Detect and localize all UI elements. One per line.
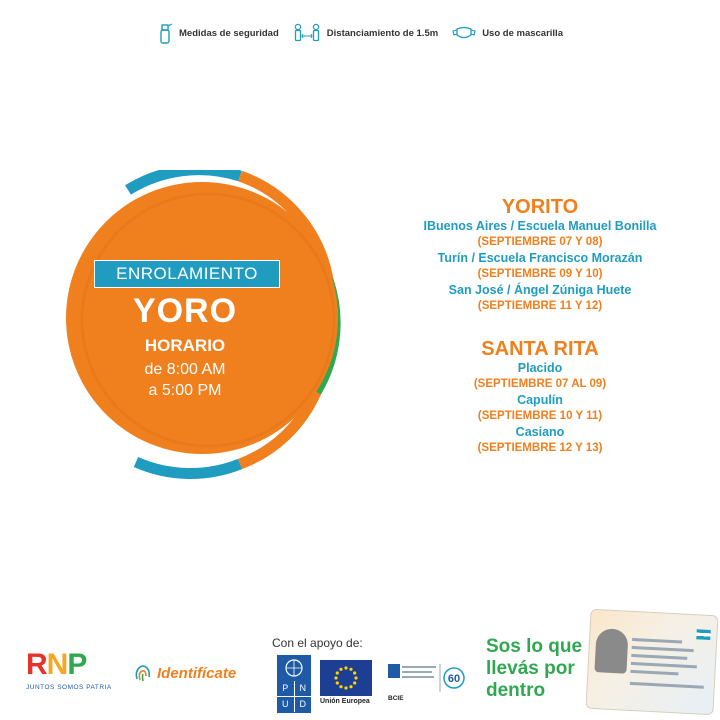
slogan: Sos lo que llevás por dentro — [486, 636, 583, 701]
rnp-tagline: JUNTOS SOMOS PATRIA — [26, 684, 112, 691]
enrolment-label-box — [94, 260, 280, 288]
eu-logo — [320, 660, 372, 696]
date-item: (SEPTIEMBRE 12 Y 13) — [477, 442, 603, 454]
pnud-letter-p: P — [277, 681, 294, 696]
spray-bottle-icon — [157, 22, 173, 44]
hours-start: de 8:00 AM — [144, 361, 226, 378]
rnp-logo — [26, 650, 118, 700]
id-line — [631, 662, 697, 668]
date-item: (SEPTIEMBRE 07 AL 09) — [473, 378, 607, 390]
pnud-letter-n: N — [295, 681, 312, 696]
id-line — [630, 670, 678, 676]
rnp-letter-r: R — [26, 648, 47, 681]
place-item: Placido — [517, 361, 563, 375]
id-line — [630, 682, 704, 689]
place-item: Turín / Escuela Francisco Morazán — [437, 251, 643, 265]
safety-label-mask: Uso de mascarilla — [482, 27, 563, 39]
support-label: Con el apoyo de: — [272, 636, 363, 650]
safety-bar — [0, 22, 720, 44]
schedule-list — [380, 196, 700, 456]
place-item: Capulín — [517, 393, 563, 407]
pnud-letter-d: D — [295, 697, 312, 712]
flag-icon — [696, 629, 711, 640]
identificate-text: Identifícate — [157, 664, 237, 682]
id-card-image — [585, 609, 718, 716]
rnp-letter-p: P — [67, 648, 87, 681]
town-title-yorito: YORITO — [501, 196, 579, 218]
schedule-heading: HORARIO — [144, 336, 226, 355]
bcie-logo — [388, 662, 468, 696]
bcie-label: BCIE — [388, 695, 404, 702]
place-item: IBuenos Aires / Escuela Manuel Bonilla — [423, 219, 657, 233]
hours-end: a 5:00 PM — [148, 382, 222, 399]
id-line — [631, 654, 687, 660]
town-title-santa-rita: SANTA RITA — [481, 338, 599, 360]
safety-label-measures: Medidas de seguridad — [179, 27, 279, 39]
rnp-letter-n: N — [46, 648, 68, 681]
safety-item-mask — [452, 25, 563, 41]
un-emblem-icon — [277, 655, 311, 681]
place-item: Casiano — [515, 425, 565, 439]
people-distance-icon — [293, 23, 321, 43]
face-mask-icon — [452, 25, 476, 41]
bcie-60-icon — [388, 662, 468, 696]
enrolment-label: ENROLAMIENTO — [116, 264, 258, 283]
safety-item-measures — [157, 22, 279, 44]
spacer — [380, 314, 700, 338]
date-item: (SEPTIEMBRE 07 Y 08) — [477, 236, 603, 248]
identificate-logo — [133, 662, 236, 684]
id-line — [632, 638, 682, 644]
place-item: San José / Ángel Zúniga Huete — [448, 283, 632, 297]
id-line — [632, 646, 694, 652]
safety-item-distance — [293, 23, 438, 43]
svg-text:60: 60 — [447, 673, 461, 685]
city-title: YORO — [132, 292, 238, 330]
pnud-letter-u: U — [277, 697, 294, 712]
pnud-logo — [277, 655, 311, 713]
date-item: (SEPTIEMBRE 10 Y 11) — [477, 410, 603, 422]
fingerprint-icon — [133, 662, 153, 684]
eu-stars-icon — [320, 660, 372, 696]
eu-label: Unión Europea — [320, 698, 370, 705]
safety-label-distance: Distanciamiento de 1.5m — [326, 27, 439, 39]
id-photo — [594, 628, 628, 674]
date-item: (SEPTIEMBRE 09 Y 10) — [477, 268, 603, 280]
date-item: (SEPTIEMBRE 11 Y 12) — [477, 300, 603, 312]
